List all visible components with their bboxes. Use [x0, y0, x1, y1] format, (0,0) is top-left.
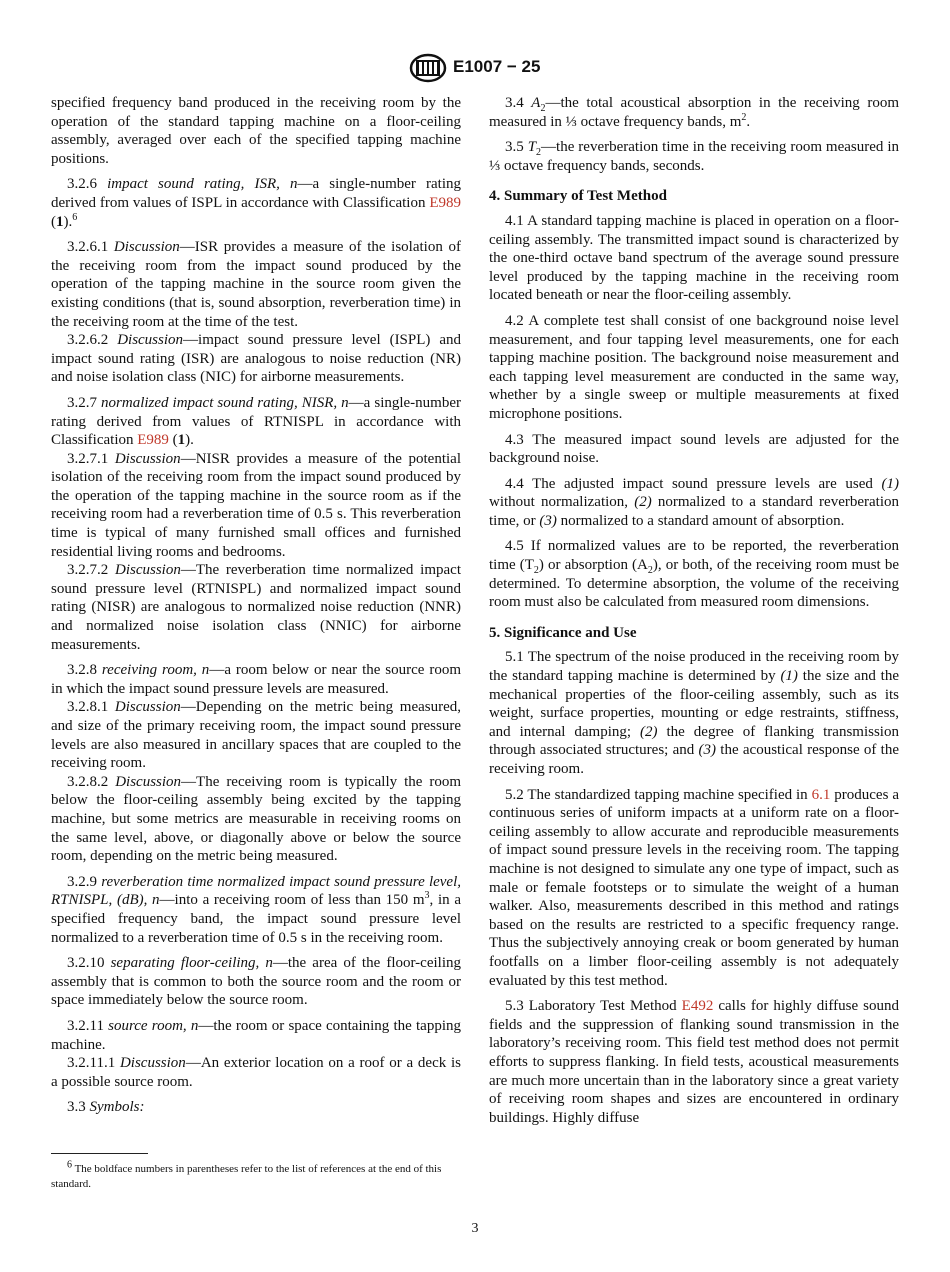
page-header: [0, 52, 950, 86]
section-heading-4: 4. Summary of Test Method: [489, 188, 667, 205]
footnote: $^6$ The boldface numbers in parentheses refer to the list of references at the end of this standard.: [51, 1159, 442, 1190]
right-column: [489, 94, 899, 1134]
paragraph-4-3: 4.3 The measured impact sound levels are adjusted for the background noise.: [489, 431, 899, 467]
footnote-number: 6: [67, 1159, 72, 1171]
paragraph-5-2: 5.2 The standardized tapping machine specified in 6.1 produces a continuous series of uniform impacts at a uniform rate on a floor-ceiling assembly to allow accurate and reproducible measurements of impact sound pressure levels in the receiving room. The tapping machine is not designed to simulate any one type of impact, such as male or female footsteps or to simulate the weight of a human walker. Also, measurements described in this method and ratings based on the results are restricted to a specific frequency range. Thus the subjectively annoying creak or boom generated by human footfalls on a limber floor-ceiling assembly is not adequately evaluated by this test method.: [489, 786, 899, 989]
paragraph-3-3: 3.3 Symbols:: [67, 1099, 145, 1116]
left-column: [51, 94, 461, 1124]
link-e989[interactable]: E989: [429, 194, 461, 211]
paragraph-3-5: 3.5 $T_2—the$ reverberation time in the receiving room measured in ⅓ octave frequency bands, seconds.: [489, 139, 899, 174]
link-e492[interactable]: E492: [681, 998, 714, 1015]
paragraph-3-2-7-1: 3.2.7.1 Discussion—NISR provides a measure of the potential isolation of the receiving room from the impact sound produced by the operation of the tapping machine in the source room as if the receiving room had a reverberation time of 0.5 s. This reverberation time is typical of many furnished small offices and furnished residential living rooms and bedrooms.: [51, 450, 461, 560]
paragraph-3-2-9: 3.2.9 reverberation time normalized impact sound pressure level, RTNISPL, (dB), n—into a receiving room of less than 150 $m^3$, in a specified frequency band, the impact sound pressure level normalized to a reverberation time of 0.5 s in the receiving room.: [51, 873, 461, 946]
link-section-6-1[interactable]: 6.1: [811, 786, 831, 803]
astm-logo-icon: [409, 53, 447, 83]
paragraph-3-2-7-2: 3.2.7.2 Discussion—The reverberation time normalized impact sound pressure level (RTNISPL) and normalized impact sound rating (NISR) are analogous to normalized noise reduction (NNR) and normalized noise isolation class (NNIC) for airborne measurements.: [51, 562, 461, 653]
paragraph-3-2-11: 3.2.11 source room, n—the room or space containing the tapping machine.: [51, 1017, 461, 1053]
reference-number: 1: [177, 432, 186, 449]
paragraph-3-2-10: 3.2.10 separating floor-ceiling, n—the area of the floor-ceiling assembly that is common to both the source room and the room or space immediately below the source room.: [51, 955, 461, 1009]
paragraph-3-4: 3.4 $A_2—the$ total acoustical absorption in the receiving room measured in ⅓ octave frequency bands, $m^2$.: [489, 95, 899, 130]
paragraph-3-2-7: 3.2.7 normalized impact sound rating, NISR, n—a single-number rating derived from values of RTNISPL in accordance with Classification E989 (1).: [51, 394, 462, 449]
paragraph-5-3: 5.3 Laboratory Test Method E492 calls for highly diffuse sound fields and the suppression of flanking sound transmission in the laboratory’s receiving room. This field test method does not permit efforts to suppress flanking. In field tests, acoustical measurements are much more uncertain than in the laboratory since a great variety of receiving room shapes and sizes are encountered in ordinary buildings. Highly diffuse: [489, 998, 899, 1126]
paragraph-3-2-11-1: 3.2.11.1 Discussion—An exterior location on a roof or a deck is a possible source room.: [51, 1055, 462, 1090]
paragraph-4-5: 4.5 If normalized values are to be reported, the reverberation time $(T_2)$ or absorption $(A_2)$, or both, of the receiving room must be determined. To determine absorption, the volume of the receiving room must also be calculated from measured room dimensions.: [489, 538, 899, 611]
paragraph-5-1: 5.1 The spectrum of the noise produced in the receiving room by the standard tapping machine is determined by (1) the size and the mechanical properties of the floor-ceiling assembly, such as its weight, surface properties, mounting or edge restraints, stiffness, and internal damping; (2) the degree of flanking transmission through associated structures; and (3) the acoustical response of the receiving room.: [489, 649, 899, 777]
paragraph-3-2-6-1: 3.2.6.1 Discussion—ISR provides a measure of the isolation of the receiving room from the impact sound produced by the operation of the tapping machine in the source room given the existing conditions (that is, sound absorption, reverberation time) in the receiving room at the time of the test.: [51, 239, 461, 330]
paragraph-4-4: 4.4 The adjusted impact sound pressure levels are used (1) without normalization, (2) normalized to a standard reverberation time, or (3) normalized to a standard amount of absorption.: [489, 475, 900, 529]
paragraph-3-2-8: 3.2.8 receiving room, n—a room below or near the source room in which the impact sound pressure levels are measured.: [51, 662, 461, 697]
reference-number: 1: [56, 213, 64, 230]
page-number: 3: [471, 1221, 479, 1236]
paragraph-3-2-6-2: 3.2.6.2 Discussion—impact sound pressure level (ISPL) and impact sound rating (ISR) are analogous to noise reduction (NR) and noise isolation class (NIC) for airborne measurements.: [51, 332, 461, 386]
paragraph-4-1: 4.1 A standard tapping machine is placed in operation on a floor-ceiling assembly. The transmitted impact sound is characterized by the one-third octave band spectrum of the average sound pressure level produced by the tapping machine in the receiving room located beneath or near the floor-ceiling assembly.: [489, 212, 899, 304]
link-e989[interactable]: E989: [137, 432, 169, 449]
paragraph-3-2-8-2: 3.2.8.2 Discussion—The receiving room is typically the room below the floor-ceiling assembly being excited by the tapping machine, but some metrics are measurable in receiving rooms on the same level, above, or diagonally above or below the source room, depending on the metric being measured.: [51, 773, 462, 865]
footnote-marker: 6: [72, 211, 78, 223]
paragraph-3-2-5-continued: specified frequency band produced in the receiving room by the operation of the standard tapping machine on a floor-ceiling assembly, averaged over each of the specified tapping machine positions.: [51, 95, 461, 167]
footnote-divider: [51, 1153, 148, 1154]
paragraph-4-2: 4.2 A complete test shall consist of one background noise level measurement, and four tapping level measurements, one for each tapping machine position. The background noise measurement and each tapping level measurement are conducted in the same way, whether by a single sweep or multiple measurements at fixed microphone positions.: [489, 312, 899, 422]
standard-designation: E1007 − 25: [453, 57, 541, 76]
paragraph-3-2-8-1: 3.2.8.1 Discussion—Depending on the metric being measured, and size of the primary receiving room, the impact sound pressure levels are also measured in ancillary spaces that are coupled to the receiving room.: [51, 699, 461, 772]
section-heading-5: 5. Significance and Use: [489, 624, 637, 641]
paragraph-3-2-6: 3.2.6 impact sound rating, ISR, n—a single-number rating derived from values of ISPL in accordance with Classification E989 (1).$^6$: [51, 176, 462, 230]
